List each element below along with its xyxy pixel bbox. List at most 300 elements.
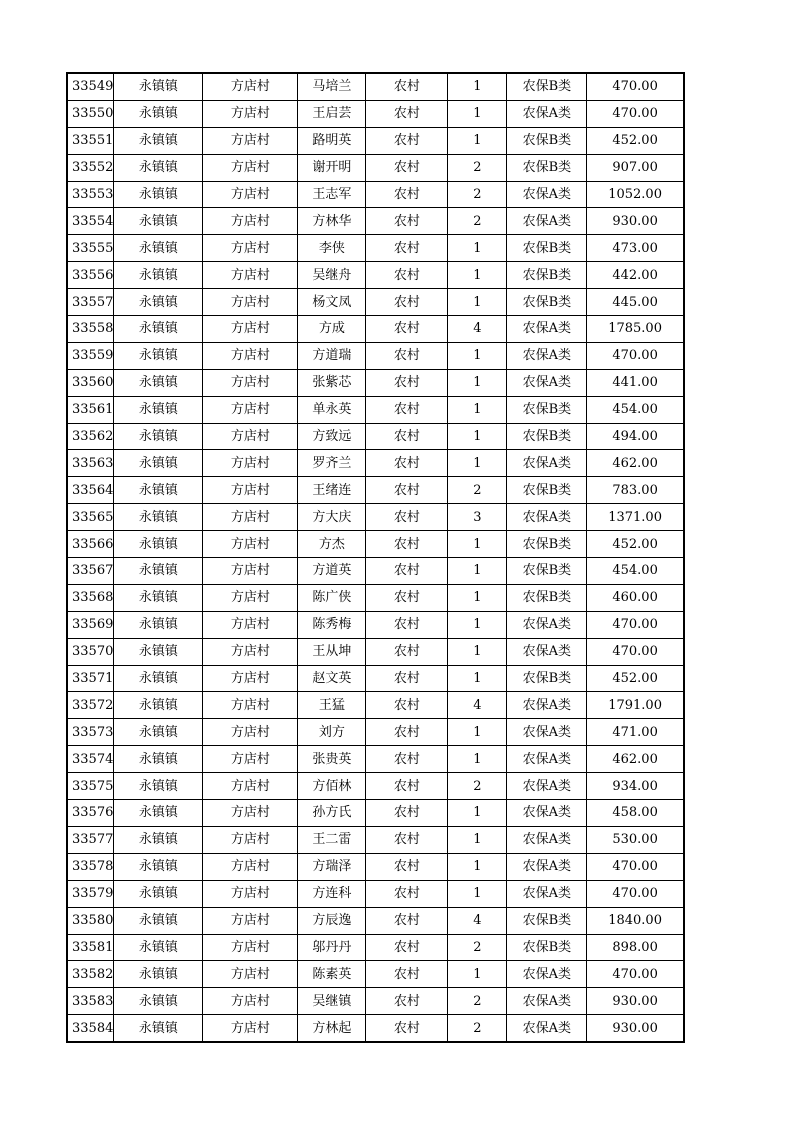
area-type-cell: 农村: [366, 692, 448, 719]
village-cell: 方店村: [203, 1015, 298, 1042]
person-name-cell: 路明英: [298, 127, 366, 154]
amount-cell: 470.00: [587, 73, 684, 100]
household-count-cell: 2: [448, 181, 507, 208]
insurance-category-cell: 农保A类: [507, 988, 587, 1015]
area-type-cell: 农村: [366, 1015, 448, 1042]
area-type-cell: 农村: [366, 127, 448, 154]
area-type-cell: 农村: [366, 907, 448, 934]
village-cell: 方店村: [203, 800, 298, 827]
record-id-cell: 33574: [67, 746, 114, 773]
table-row: [67, 746, 684, 773]
insurance-category-cell: 农保B类: [507, 558, 587, 585]
table-row: [67, 907, 684, 934]
household-count-cell: 1: [448, 719, 507, 746]
area-type-cell: 农村: [366, 880, 448, 907]
area-type-cell: 农村: [366, 665, 448, 692]
amount-cell: 470.00: [587, 611, 684, 638]
town-cell: 永镇镇: [114, 181, 203, 208]
insurance-category-cell: 农保A类: [507, 181, 587, 208]
household-count-cell: 2: [448, 934, 507, 961]
town-cell: 永镇镇: [114, 638, 203, 665]
record-id-cell: 33571: [67, 665, 114, 692]
village-cell: 方店村: [203, 100, 298, 127]
person-name-cell: 邬丹丹: [298, 934, 366, 961]
amount-cell: 454.00: [587, 558, 684, 585]
record-id-cell: 33569: [67, 611, 114, 638]
area-type-cell: 农村: [366, 611, 448, 638]
area-type-cell: 农村: [366, 396, 448, 423]
town-cell: 永镇镇: [114, 154, 203, 181]
insurance-category-cell: 农保B类: [507, 73, 587, 100]
town-cell: 永镇镇: [114, 262, 203, 289]
records-table: [66, 72, 685, 1043]
household-count-cell: 1: [448, 235, 507, 262]
town-cell: 永镇镇: [114, 289, 203, 316]
town-cell: 永镇镇: [114, 100, 203, 127]
person-name-cell: 王绪连: [298, 477, 366, 504]
insurance-category-cell: 农保A类: [507, 1015, 587, 1042]
area-type-cell: 农村: [366, 154, 448, 181]
household-count-cell: 2: [448, 773, 507, 800]
amount-cell: 471.00: [587, 719, 684, 746]
town-cell: 永镇镇: [114, 773, 203, 800]
record-id-cell: 33561: [67, 396, 114, 423]
amount-cell: 1052.00: [587, 181, 684, 208]
record-id-cell: 33552: [67, 154, 114, 181]
table-row: [67, 826, 684, 853]
area-type-cell: 农村: [366, 477, 448, 504]
record-id-cell: 33549: [67, 73, 114, 100]
insurance-category-cell: 农保B类: [507, 531, 587, 558]
village-cell: 方店村: [203, 638, 298, 665]
household-count-cell: 1: [448, 961, 507, 988]
person-name-cell: 吴继镇: [298, 988, 366, 1015]
household-count-cell: 1: [448, 423, 507, 450]
insurance-category-cell: 农保A类: [507, 961, 587, 988]
insurance-category-cell: 农保A类: [507, 638, 587, 665]
area-type-cell: 农村: [366, 289, 448, 316]
insurance-category-cell: 农保A类: [507, 800, 587, 827]
town-cell: 永镇镇: [114, 235, 203, 262]
person-name-cell: 单永英: [298, 396, 366, 423]
insurance-category-cell: 农保B类: [507, 934, 587, 961]
person-name-cell: 方佰林: [298, 773, 366, 800]
town-cell: 永镇镇: [114, 423, 203, 450]
person-name-cell: 王二雷: [298, 826, 366, 853]
record-id-cell: 33563: [67, 450, 114, 477]
village-cell: 方店村: [203, 262, 298, 289]
record-id-cell: 33575: [67, 773, 114, 800]
amount-cell: 462.00: [587, 450, 684, 477]
table-row: [67, 934, 684, 961]
area-type-cell: 农村: [366, 853, 448, 880]
record-id-cell: 33562: [67, 423, 114, 450]
household-count-cell: 2: [448, 154, 507, 181]
area-type-cell: 农村: [366, 342, 448, 369]
insurance-category-cell: 农保B类: [507, 127, 587, 154]
town-cell: 永镇镇: [114, 746, 203, 773]
amount-cell: 1371.00: [587, 504, 684, 531]
area-type-cell: 农村: [366, 181, 448, 208]
household-count-cell: 2: [448, 477, 507, 504]
amount-cell: 470.00: [587, 100, 684, 127]
insurance-category-cell: 农保A类: [507, 746, 587, 773]
amount-cell: 494.00: [587, 423, 684, 450]
household-count-cell: 1: [448, 880, 507, 907]
table-row: [67, 450, 684, 477]
town-cell: 永镇镇: [114, 396, 203, 423]
record-id-cell: 33554: [67, 208, 114, 235]
area-type-cell: 农村: [366, 423, 448, 450]
insurance-category-cell: 农保B类: [507, 584, 587, 611]
village-cell: 方店村: [203, 316, 298, 343]
person-name-cell: 方大庆: [298, 504, 366, 531]
person-name-cell: 杨文凤: [298, 289, 366, 316]
household-count-cell: 1: [448, 342, 507, 369]
household-count-cell: 2: [448, 988, 507, 1015]
amount-cell: 934.00: [587, 773, 684, 800]
person-name-cell: 陈素英: [298, 961, 366, 988]
person-name-cell: 方林华: [298, 208, 366, 235]
record-id-cell: 33567: [67, 558, 114, 585]
table-row: [67, 208, 684, 235]
area-type-cell: 农村: [366, 988, 448, 1015]
village-cell: 方店村: [203, 907, 298, 934]
table-row: [67, 423, 684, 450]
record-id-cell: 33564: [67, 477, 114, 504]
table-row: [67, 692, 684, 719]
area-type-cell: 农村: [366, 773, 448, 800]
amount-cell: 454.00: [587, 396, 684, 423]
record-id-cell: 33583: [67, 988, 114, 1015]
table-row: [67, 584, 684, 611]
insurance-category-cell: 农保B类: [507, 262, 587, 289]
area-type-cell: 农村: [366, 638, 448, 665]
town-cell: 永镇镇: [114, 988, 203, 1015]
area-type-cell: 农村: [366, 531, 448, 558]
record-id-cell: 33557: [67, 289, 114, 316]
village-cell: 方店村: [203, 369, 298, 396]
person-name-cell: 王从坤: [298, 638, 366, 665]
insurance-category-cell: 农保A类: [507, 369, 587, 396]
insurance-category-cell: 农保A类: [507, 208, 587, 235]
household-count-cell: 1: [448, 665, 507, 692]
person-name-cell: 谢开明: [298, 154, 366, 181]
insurance-category-cell: 农保A类: [507, 773, 587, 800]
table-row: [67, 880, 684, 907]
records-table-body: [67, 73, 684, 1042]
record-id-cell: 33568: [67, 584, 114, 611]
person-name-cell: 张贵英: [298, 746, 366, 773]
record-id-cell: 33560: [67, 369, 114, 396]
household-count-cell: 1: [448, 73, 507, 100]
town-cell: 永镇镇: [114, 665, 203, 692]
person-name-cell: 马培兰: [298, 73, 366, 100]
village-cell: 方店村: [203, 235, 298, 262]
town-cell: 永镇镇: [114, 316, 203, 343]
amount-cell: 470.00: [587, 961, 684, 988]
amount-cell: 930.00: [587, 1015, 684, 1042]
amount-cell: 930.00: [587, 988, 684, 1015]
town-cell: 永镇镇: [114, 826, 203, 853]
village-cell: 方店村: [203, 531, 298, 558]
village-cell: 方店村: [203, 773, 298, 800]
village-cell: 方店村: [203, 181, 298, 208]
table-row: [67, 638, 684, 665]
area-type-cell: 农村: [366, 826, 448, 853]
household-count-cell: 4: [448, 692, 507, 719]
insurance-category-cell: 农保A类: [507, 880, 587, 907]
table-row: [67, 773, 684, 800]
amount-cell: 441.00: [587, 369, 684, 396]
amount-cell: 462.00: [587, 746, 684, 773]
person-name-cell: 罗齐兰: [298, 450, 366, 477]
village-cell: 方店村: [203, 692, 298, 719]
table-row: [67, 100, 684, 127]
insurance-category-cell: 农保B类: [507, 907, 587, 934]
town-cell: 永镇镇: [114, 558, 203, 585]
household-count-cell: 4: [448, 907, 507, 934]
town-cell: 永镇镇: [114, 853, 203, 880]
town-cell: 永镇镇: [114, 584, 203, 611]
table-row: [67, 988, 684, 1015]
village-cell: 方店村: [203, 504, 298, 531]
town-cell: 永镇镇: [114, 800, 203, 827]
table-row: [67, 262, 684, 289]
village-cell: 方店村: [203, 853, 298, 880]
amount-cell: 930.00: [587, 208, 684, 235]
amount-cell: 460.00: [587, 584, 684, 611]
amount-cell: 1840.00: [587, 907, 684, 934]
amount-cell: 470.00: [587, 853, 684, 880]
amount-cell: 470.00: [587, 880, 684, 907]
insurance-category-cell: 农保A类: [507, 316, 587, 343]
insurance-category-cell: 农保B类: [507, 477, 587, 504]
amount-cell: 1791.00: [587, 692, 684, 719]
insurance-category-cell: 农保A类: [507, 611, 587, 638]
record-id-cell: 33556: [67, 262, 114, 289]
table-row: [67, 558, 684, 585]
household-count-cell: 1: [448, 127, 507, 154]
table-row: [67, 396, 684, 423]
insurance-category-cell: 农保A类: [507, 100, 587, 127]
person-name-cell: 李侠: [298, 235, 366, 262]
amount-cell: 530.00: [587, 826, 684, 853]
insurance-category-cell: 农保B类: [507, 289, 587, 316]
area-type-cell: 农村: [366, 961, 448, 988]
person-name-cell: 方瑞泽: [298, 853, 366, 880]
amount-cell: 470.00: [587, 638, 684, 665]
person-name-cell: 方辰逸: [298, 907, 366, 934]
town-cell: 永镇镇: [114, 719, 203, 746]
amount-cell: 907.00: [587, 154, 684, 181]
area-type-cell: 农村: [366, 584, 448, 611]
area-type-cell: 农村: [366, 100, 448, 127]
insurance-category-cell: 农保B类: [507, 423, 587, 450]
town-cell: 永镇镇: [114, 504, 203, 531]
area-type-cell: 农村: [366, 934, 448, 961]
record-id-cell: 33566: [67, 531, 114, 558]
insurance-category-cell: 农保A类: [507, 450, 587, 477]
amount-cell: 470.00: [587, 342, 684, 369]
person-name-cell: 刘方: [298, 719, 366, 746]
person-name-cell: 孙方氏: [298, 800, 366, 827]
area-type-cell: 农村: [366, 262, 448, 289]
town-cell: 永镇镇: [114, 73, 203, 100]
amount-cell: 783.00: [587, 477, 684, 504]
household-count-cell: 2: [448, 1015, 507, 1042]
table-row: [67, 531, 684, 558]
record-id-cell: 33555: [67, 235, 114, 262]
village-cell: 方店村: [203, 450, 298, 477]
record-id-cell: 33570: [67, 638, 114, 665]
table-row: [67, 853, 684, 880]
record-id-cell: 33584: [67, 1015, 114, 1042]
town-cell: 永镇镇: [114, 880, 203, 907]
person-name-cell: 王启芸: [298, 100, 366, 127]
area-type-cell: 农村: [366, 719, 448, 746]
record-id-cell: 33550: [67, 100, 114, 127]
town-cell: 永镇镇: [114, 369, 203, 396]
insurance-category-cell: 农保B类: [507, 154, 587, 181]
person-name-cell: 吴继舟: [298, 262, 366, 289]
area-type-cell: 农村: [366, 450, 448, 477]
record-id-cell: 33580: [67, 907, 114, 934]
table-row: [67, 369, 684, 396]
household-count-cell: 1: [448, 746, 507, 773]
person-name-cell: 方连科: [298, 880, 366, 907]
household-count-cell: 1: [448, 396, 507, 423]
person-name-cell: 张紫芯: [298, 369, 366, 396]
household-count-cell: 1: [448, 826, 507, 853]
record-id-cell: 33551: [67, 127, 114, 154]
table-row: [67, 961, 684, 988]
village-cell: 方店村: [203, 826, 298, 853]
household-count-cell: 1: [448, 584, 507, 611]
village-cell: 方店村: [203, 423, 298, 450]
table-row: [67, 504, 684, 531]
village-cell: 方店村: [203, 611, 298, 638]
town-cell: 永镇镇: [114, 531, 203, 558]
area-type-cell: 农村: [366, 800, 448, 827]
household-count-cell: 1: [448, 853, 507, 880]
village-cell: 方店村: [203, 73, 298, 100]
village-cell: 方店村: [203, 961, 298, 988]
area-type-cell: 农村: [366, 369, 448, 396]
household-count-cell: 1: [448, 638, 507, 665]
table-row: [67, 800, 684, 827]
village-cell: 方店村: [203, 396, 298, 423]
record-id-cell: 33582: [67, 961, 114, 988]
person-name-cell: 方致远: [298, 423, 366, 450]
village-cell: 方店村: [203, 477, 298, 504]
household-count-cell: 1: [448, 531, 507, 558]
town-cell: 永镇镇: [114, 961, 203, 988]
village-cell: 方店村: [203, 342, 298, 369]
record-id-cell: 33578: [67, 853, 114, 880]
record-id-cell: 33573: [67, 719, 114, 746]
table-row: [67, 235, 684, 262]
household-count-cell: 1: [448, 369, 507, 396]
amount-cell: 473.00: [587, 235, 684, 262]
household-count-cell: 1: [448, 800, 507, 827]
village-cell: 方店村: [203, 289, 298, 316]
amount-cell: 458.00: [587, 800, 684, 827]
household-count-cell: 1: [448, 450, 507, 477]
table-row: [67, 342, 684, 369]
amount-cell: 452.00: [587, 531, 684, 558]
person-name-cell: 陈秀梅: [298, 611, 366, 638]
table-row: [67, 316, 684, 343]
table-row: [67, 73, 684, 100]
village-cell: 方店村: [203, 154, 298, 181]
person-name-cell: 方杰: [298, 531, 366, 558]
household-count-cell: 2: [448, 208, 507, 235]
insurance-category-cell: 农保A类: [507, 853, 587, 880]
insurance-category-cell: 农保A类: [507, 719, 587, 746]
household-count-cell: 1: [448, 262, 507, 289]
amount-cell: 452.00: [587, 127, 684, 154]
village-cell: 方店村: [203, 208, 298, 235]
village-cell: 方店村: [203, 665, 298, 692]
person-name-cell: 赵文英: [298, 665, 366, 692]
table-row: [67, 154, 684, 181]
table-row: [67, 719, 684, 746]
record-id-cell: 33565: [67, 504, 114, 531]
village-cell: 方店村: [203, 934, 298, 961]
record-id-cell: 33558: [67, 316, 114, 343]
record-id-cell: 33577: [67, 826, 114, 853]
village-cell: 方店村: [203, 746, 298, 773]
insurance-category-cell: 农保A类: [507, 342, 587, 369]
village-cell: 方店村: [203, 558, 298, 585]
insurance-category-cell: 农保B类: [507, 396, 587, 423]
insurance-category-cell: 农保A类: [507, 692, 587, 719]
amount-cell: 442.00: [587, 262, 684, 289]
town-cell: 永镇镇: [114, 934, 203, 961]
person-name-cell: 方道英: [298, 558, 366, 585]
person-name-cell: 陈广侠: [298, 584, 366, 611]
person-name-cell: 方林起: [298, 1015, 366, 1042]
household-count-cell: 3: [448, 504, 507, 531]
record-id-cell: 33576: [67, 800, 114, 827]
person-name-cell: 方道瑞: [298, 342, 366, 369]
household-count-cell: 4: [448, 316, 507, 343]
record-id-cell: 33553: [67, 181, 114, 208]
amount-cell: 452.00: [587, 665, 684, 692]
town-cell: 永镇镇: [114, 1015, 203, 1042]
table-row: [67, 127, 684, 154]
area-type-cell: 农村: [366, 73, 448, 100]
person-name-cell: 王猛: [298, 692, 366, 719]
insurance-category-cell: 农保A类: [507, 826, 587, 853]
insurance-category-cell: 农保A类: [507, 504, 587, 531]
record-id-cell: 33559: [67, 342, 114, 369]
table-row: [67, 665, 684, 692]
village-cell: 方店村: [203, 719, 298, 746]
amount-cell: 1785.00: [587, 316, 684, 343]
table-row: [67, 289, 684, 316]
town-cell: 永镇镇: [114, 477, 203, 504]
village-cell: 方店村: [203, 880, 298, 907]
town-cell: 永镇镇: [114, 450, 203, 477]
town-cell: 永镇镇: [114, 342, 203, 369]
record-id-cell: 33579: [67, 880, 114, 907]
record-id-cell: 33572: [67, 692, 114, 719]
town-cell: 永镇镇: [114, 127, 203, 154]
household-count-cell: 1: [448, 558, 507, 585]
person-name-cell: 王志军: [298, 181, 366, 208]
